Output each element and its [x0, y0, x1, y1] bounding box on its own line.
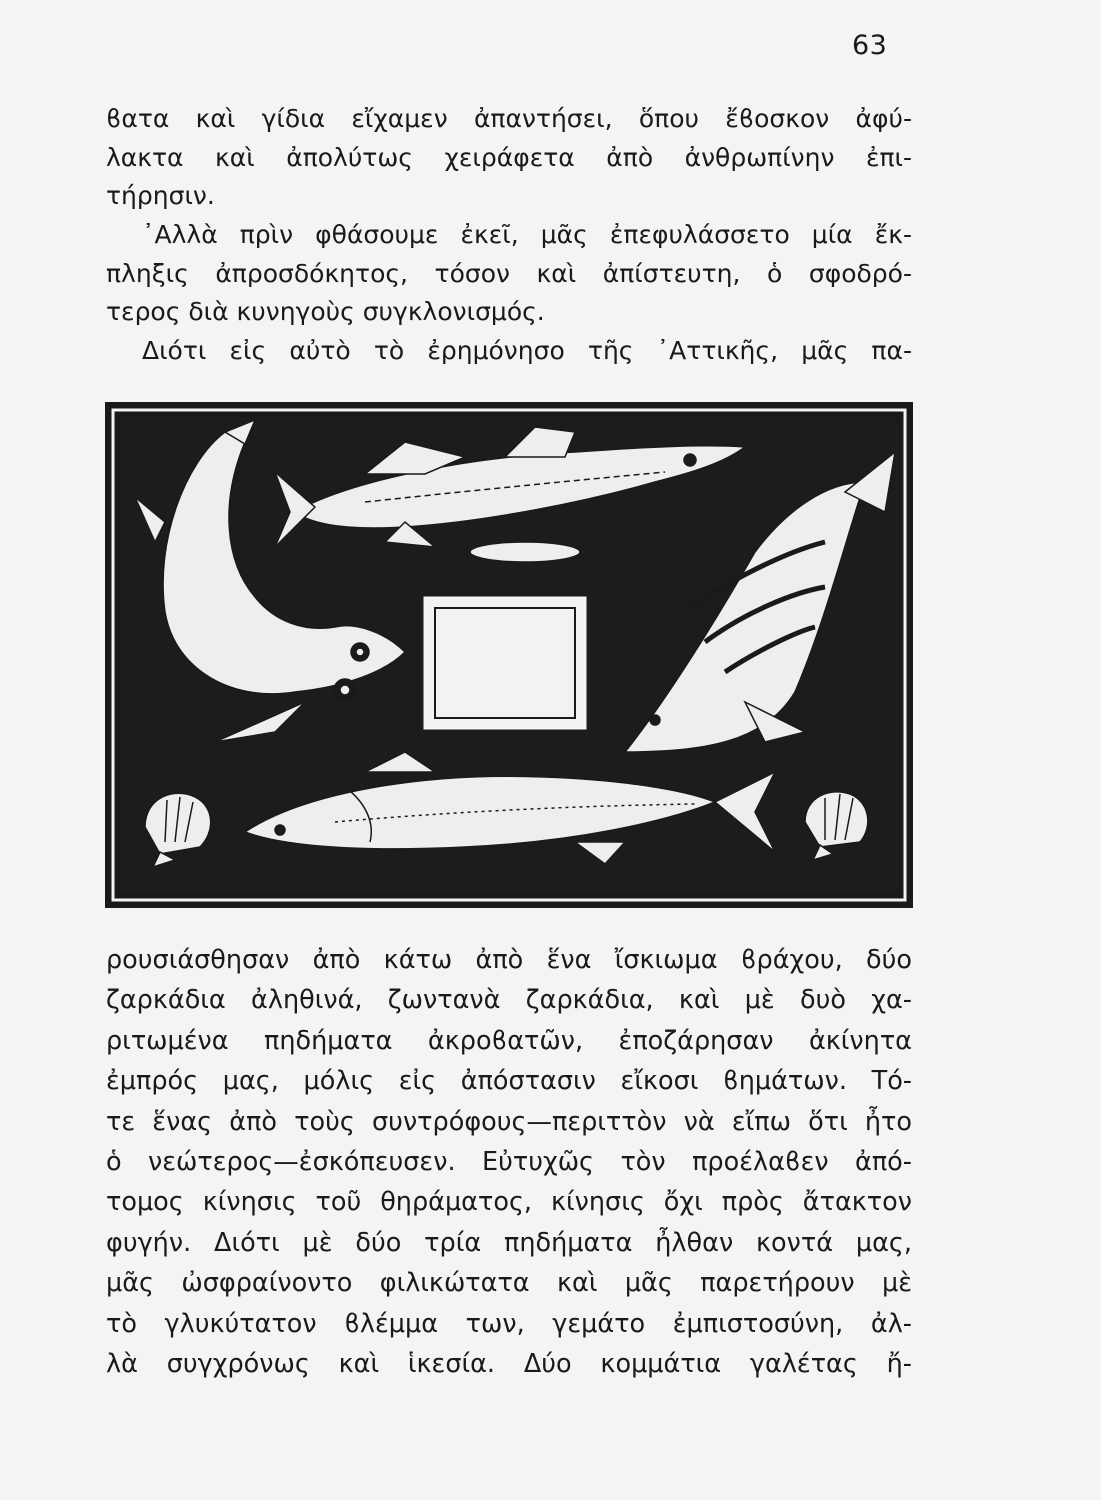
text-line: τερος διὰ κυνηγοὺς συγκλονισμός.	[106, 297, 545, 327]
text-line: ᾿Αλλὰ πρὶν φθάσουμε ἐκεῖ, μᾶς ἐπεφυλάσσετο μία ἔκ-	[142, 220, 912, 250]
text-line: τὸ γλυκύτατον ϐλέμμα των, γεμάτο ἐμπιστοσύνη, ἀλ-	[106, 1308, 912, 1339]
text-line: Διότι εἰς αὐτὸ τὸ ἐρημόνησο τῆς ᾿Αττικῆς, μᾶς πα-	[142, 336, 912, 366]
text-line: ϐατα καὶ γίδια εἴχαμεν ἀπαντήσει, ὅπου ἔϐοσκον ἀφύ-	[106, 104, 912, 133]
text-line: φυγήν. Διότι μὲ δύο τρία πηδήματα ἦλθαν κοντά μας,	[106, 1227, 912, 1258]
center-panel	[425, 598, 585, 728]
page-number: 63	[852, 30, 888, 61]
text-line: τε ἕνας ἀπὸ τοὺς συντρόφους—περιττὸν νὰ εἴπω ὅτι ἦτο	[106, 1106, 912, 1137]
fish-mosaic-illustration	[105, 402, 913, 908]
fish-mosaic-svg	[105, 402, 913, 908]
text-line: λὰ συγχρόνως καὶ ἱκεσία. Δύο κομμάτια γαλέτας ἤ-	[106, 1348, 912, 1379]
text-block-lower	[106, 940, 912, 1384]
text-line: ἐμπρός μας, μόλις εἰς ἀπόστασιν εἴκοσι ϐημάτων. Τό-	[106, 1066, 912, 1097]
text-line: πληξις ἀπροσδόκητος, τόσον καὶ ἀπίστευτη, ὁ σφοδρό-	[106, 258, 912, 288]
text-line: ὁ νεώτερος—ἐσκόπευσεν. Εὐτυχῶς τὸν προέλαϐεν ἀπό-	[106, 1146, 912, 1177]
text-line: λακτα καὶ ἀπολύτως χειράφετα ἀπὸ ἀνθρωπίνην ἐπι-	[106, 142, 912, 172]
text-line: ρουσιάσθησαν ἀπὸ κάτω ἀπὸ ἕνα ἴσκιωμα ϐράχου, δύο	[106, 945, 912, 975]
text-line: μᾶς ὠσφραίνοντο φιλικώτατα καὶ μᾶς παρετήρουν μὲ	[106, 1268, 912, 1299]
text-line: τήρησιν.	[106, 181, 215, 211]
text-line: ριτωμένα πηδήματα ἀκροϐατῶν, ἐποζάρησαν ἀκίνητα	[106, 1025, 912, 1056]
text-block-upper	[106, 100, 912, 371]
text-line: τομος κίνησις τοῦ θηράματος, κίνησις ὄχι πρὸς ἄτακτον	[106, 1187, 912, 1218]
text-line: ζαρκάδια ἀληθινά, ζωντανὰ ζαρκάδια, καὶ μὲ δυὸ χα-	[106, 985, 912, 1016]
